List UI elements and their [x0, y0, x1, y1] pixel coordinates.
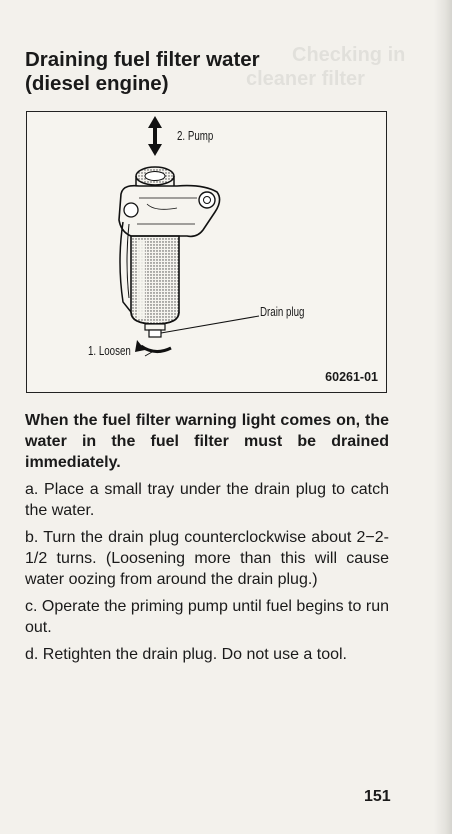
loosen-label: 1. Loosen	[88, 344, 131, 358]
loosen-rotation-icon	[135, 340, 171, 352]
step-b: b. Turn the drain plug counterclockwise about 2−2-1/2 turns. (Loosening more than this will cause water oozing from around the drain plug.)	[25, 529, 389, 588]
filter-bowl	[131, 236, 179, 324]
instructions	[25, 410, 389, 671]
page-number: 151	[364, 788, 391, 805]
page-edge-shadow	[434, 0, 452, 834]
fuel-filter-figure	[26, 111, 387, 393]
drain-plug	[145, 324, 165, 337]
show-through-text: Checking in	[292, 44, 406, 66]
drain-plug-label: Drain plug	[260, 305, 305, 319]
filter-head	[119, 186, 220, 237]
title-line-2: (diesel engine)	[25, 72, 169, 95]
pump-label: 2. Pump	[177, 129, 214, 143]
page-title	[25, 48, 405, 96]
pump-arrow-icon	[148, 116, 162, 156]
step-c: c. Operate the priming pump until fuel begins to run out.	[25, 598, 389, 636]
step-a: a. Place a small tray under the drain plug to catch the water.	[25, 481, 389, 519]
title-line-1: Draining fuel filter water	[25, 48, 260, 71]
warning-lead-text: When the fuel filter warning light comes on, the water in the fuel filter must be drained immediately.	[25, 412, 389, 471]
step-d: d. Retighten the drain plug. Do not use a tool.	[25, 646, 347, 663]
show-through-text: cleaner filter	[246, 68, 365, 90]
fuel-filter-illustration	[27, 112, 388, 394]
figure-code: 60261-01	[325, 370, 378, 384]
